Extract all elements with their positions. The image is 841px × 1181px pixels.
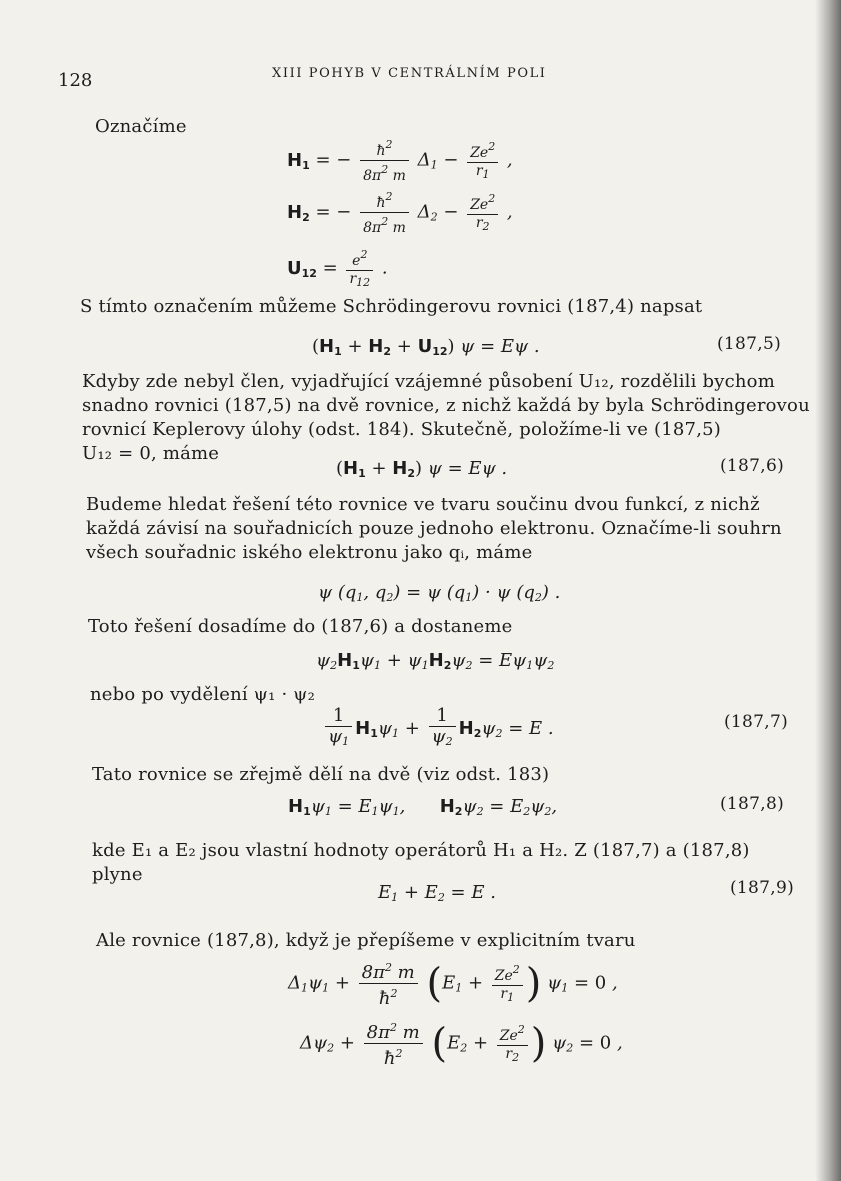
paragraph-deli: Tato rovnice se zřejmě dělí na dvě (viz odst. 183) [92, 764, 550, 785]
paragraph-kdyby-line-1: Kdyby zde nebyl člen, vyjadřující vzájemné působení U₁₂, rozdělili bychom [82, 371, 775, 392]
equation-number-187-8: (187,8) [720, 794, 785, 814]
equation-product: ψ ($q_1$, $q_2) = \psi$ $(q_1) \cdot \psi$ $(q_2)$ . [318, 582, 561, 604]
paragraph-vydeleni: nebo po vydělení ψ₁ · ψ₂ [90, 684, 316, 705]
paragraph-kde-line-2: plyne [92, 864, 143, 885]
paragraph-kdyby-line-3: rovnicí Keplerovy úlohy (odst. 184). Skutečně, položíme-li ve (187,5) [82, 419, 721, 440]
equation-h1: $H_1$ = − $\frac{ħ^2}{8\pi^2 m}$ $\Delta_1$ − $\frac{Ze^2}{r_1}$ , [287, 138, 513, 184]
paragraph-budeme-line-2: každá závisí na souřadnicích pouze jednoho elektronu. Označíme-li souhrn [86, 518, 782, 539]
paragraph-budeme-line-3: všech souřadnic iského elektronu jako qᵢ, máme [86, 542, 533, 563]
equation-187-5: $(H_1 + H_2 + U_{12}) \psi = E\psi$ . [312, 336, 540, 358]
equation-explicit-1: $\Delta_1\psi_1$ + $\frac{8\pi^2 m}{ħ^2}$ ($E_1$ + $\frac{Ze^2}{r_1}$ ) $\psi_1 = 0$ , [288, 958, 618, 1009]
equation-187-6: $(H_1 + H_2) \psi = E\psi$ . [336, 458, 508, 480]
paragraph-ale: Ale rovnice (187,8), když je přepíšeme v explicitním tvaru [96, 930, 636, 951]
paragraph-schrodinger: S tímto označením můžeme Schrödingerovu rovnici (187,4) napsat [80, 296, 703, 317]
paragraph-budeme-line-1: Budeme hledat řešení této rovnice ve tvaru součinu dvou funkcí, z nichž [86, 494, 760, 515]
paragraph-intro: Označíme [95, 116, 187, 137]
equation-number-187-5: (187,5) [717, 334, 782, 354]
equation-explicit-2: $\Delta\psi_2$ + $\frac{8\pi^2 m}{ħ^2}$ ($E_2$ + $\frac{Ze^2}{r_2}$ ) $\psi_2 = 0$ , [300, 1018, 623, 1069]
equation-187-9: $E_1 + E_2 = E$ . [378, 882, 496, 904]
equation-u12: $U_{12}$ = $\frac{e^2}{r_{12}}$ . [287, 248, 388, 289]
equation-substituted: $\psi_2H_1\psi_1 + \psi_1H_2\psi_2 = E\psi_1\psi_2$ [316, 650, 555, 672]
equation-h2: $H_2$ = − $\frac{ħ^2}{8\pi^2 m}$ $\Delta_2$ − $\frac{Ze^2}{r_2}$ , [287, 190, 513, 236]
page-edge-shadow [815, 0, 841, 1181]
equation-number-187-7: (187,7) [724, 712, 789, 732]
running-title: XIII POHYB V CENTRÁLNÍM POLI [272, 66, 547, 81]
paragraph-kdyby-line-2: snadno rovnici (187,5) na dvě rovnice, z nichž každá by byla Schrödingerovou [82, 395, 810, 416]
page-number: 128 [58, 70, 93, 91]
equation-number-187-6: (187,6) [720, 456, 785, 476]
equation-187-7: $\frac{1}{\psi_1}$ $H_1\psi_1$ + $\frac{1}{\psi_2}$ $H_2\psi_2 = E$ . [322, 706, 554, 752]
equation-187-8: $H_1\psi_1 = E_1\psi_1$, $H_2\psi_2 = E_2\psi_2$, [288, 796, 558, 818]
paragraph-toto: Toto řešení dosadíme do (187,6) a dostaneme [88, 616, 513, 637]
paragraph-kde-line-1: kde E₁ a E₂ jsou vlastní hodnoty operátorů H₁ a H₂. Z (187,7) a (187,8) [92, 840, 750, 861]
paragraph-kdyby-line-4: U₁₂ = 0, máme [82, 443, 220, 464]
equation-number-187-9: (187,9) [730, 878, 795, 898]
